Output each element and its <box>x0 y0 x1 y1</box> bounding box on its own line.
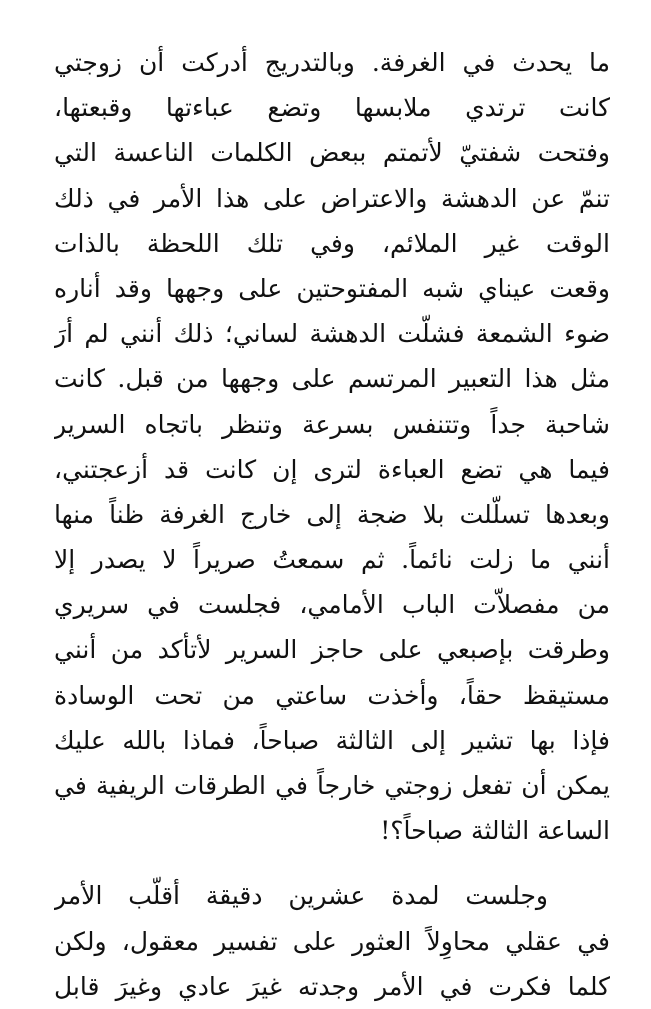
book-page <box>54 40 610 1009</box>
text-line: ضوء الشمعة فشلّت الدهشة لساني؛ ذلك أنني لم أرَ <box>54 319 610 349</box>
text-line: أنني ما زلت نائماً. ثم سمعتُ صريراً لا يصدر إلا <box>54 545 610 575</box>
text-line: تنمّ عن الدهشة والاعتراض على هذا الأمر في ذلك <box>54 183 610 213</box>
text-line: وبعدها تسلّلت بلا ضجة إلى خارج الغرفة ظناً منها <box>54 499 610 529</box>
paragraph-2 <box>54 873 610 1009</box>
text-line: فإذا بها تشير إلى الثالثة صباحاً، فماذا بالله عليك <box>54 725 610 755</box>
text-line: وقعت عيناي شبه المفتوحتين على وجهها وقد أناره <box>54 273 610 303</box>
paragraph-1 <box>54 40 610 853</box>
text-line: وجلست لمدة عشرين دقيقة أقلّب الأمر <box>54 881 548 911</box>
text-line: وفتحت شفتيّ لأتمتم ببعض الكلمات الناعسة التي <box>54 138 610 168</box>
text-line: وطرقت بإصبعي على حاجز السرير لأتأكد من أنني <box>54 635 610 665</box>
text-line: كلما فكرت في الأمر وجدته غيرَ عادي وغيرَ قابل <box>54 971 610 1001</box>
text-line: كانت ترتدي ملابسها وتضع عباءتها وقبعتها، <box>54 93 610 123</box>
text-line: فيما هي تضع العباءة لترى إن كانت قد أزعجتني، <box>54 454 610 484</box>
text-line: الساعة الثالثة صباحاً؟! <box>380 816 610 846</box>
text-line: شاحبة جداً وتتنفس بسرعة وتنظر باتجاه السرير <box>54 409 610 439</box>
text-line: في عقلي محاوِلاً العثور على تفسير معقول، ولكن <box>54 926 610 956</box>
text-line: مثل هذا التعبير المرتسم على وجهها من قبل. كانت <box>54 364 610 394</box>
text-line: يمكن أن تفعل زوجتي خارجاً في الطرقات الريفية في <box>54 771 610 800</box>
text-line: الوقت غير الملائم، وفي تلك اللحظة بالذات <box>54 228 610 258</box>
text-line: من مفصلاّت الباب الأمامي، فجلست في سريري <box>54 590 610 620</box>
text-line: مستيقظ حقاً، وأخذت ساعتي من تحت الوسادة <box>54 680 610 710</box>
paragraph-spacer <box>54 853 610 873</box>
text-line: ما يحدث في الغرفة. وبالتدريج أدركت أن زوجتي <box>54 48 610 77</box>
